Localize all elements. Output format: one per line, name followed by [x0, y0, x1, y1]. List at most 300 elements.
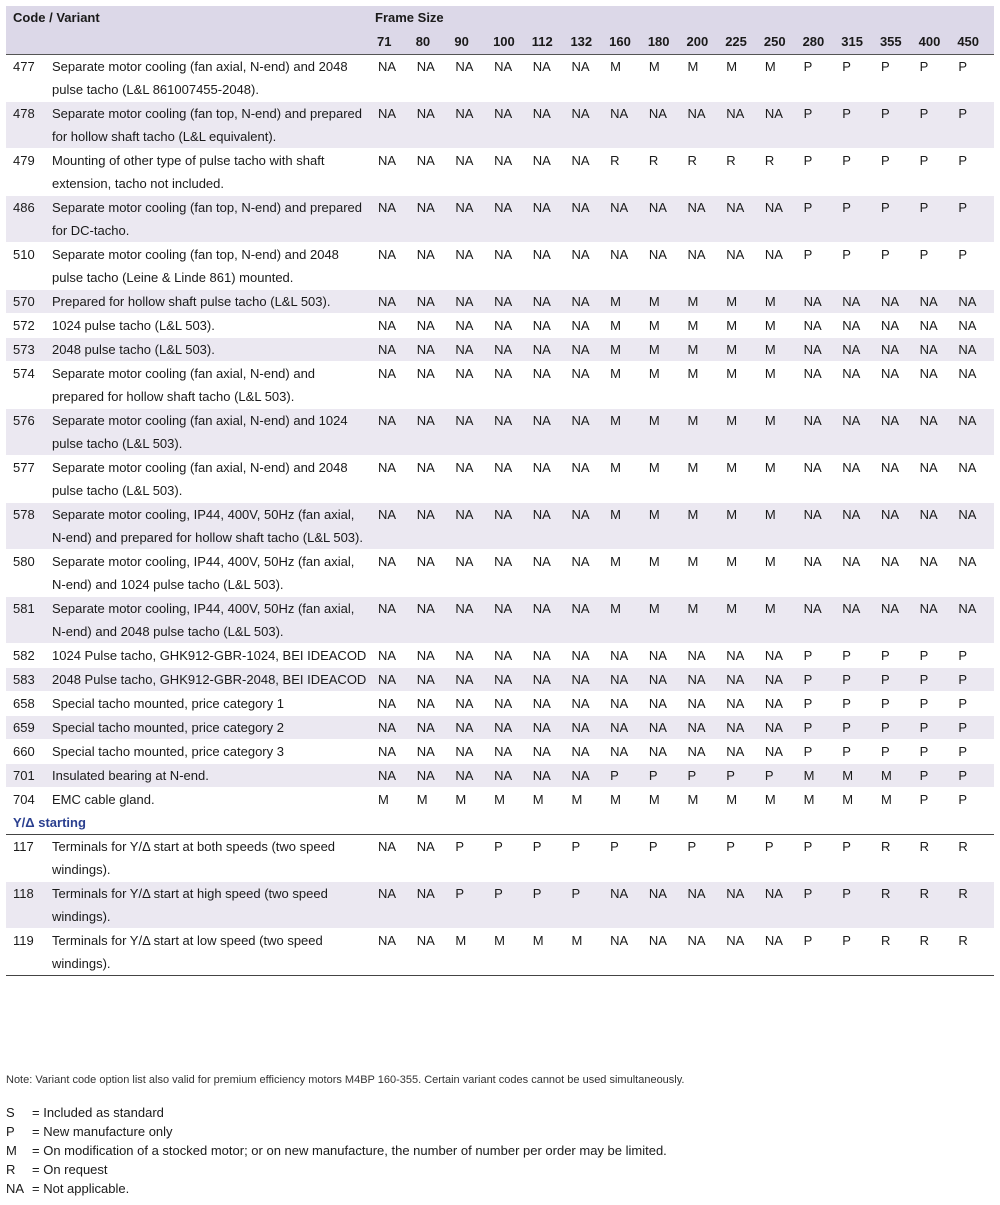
- variant-code: 581: [6, 597, 46, 644]
- availability-cell: NA: [646, 243, 685, 290]
- availability-cell: M: [607, 597, 646, 644]
- variant-description: Special tacho mounted, price category 2: [46, 716, 375, 740]
- availability-cell: NA: [568, 550, 607, 597]
- table-row: [6, 338, 994, 362]
- availability-cell: NA: [646, 668, 685, 692]
- availability-cell: P: [685, 835, 724, 882]
- availability-cell: M: [607, 788, 646, 812]
- availability-cell: NA: [607, 668, 646, 692]
- header-spacer: [6, 32, 375, 55]
- availability-cell: P: [917, 668, 956, 692]
- availability-cell: NA: [414, 716, 453, 740]
- variant-code: 117: [6, 835, 46, 882]
- availability-cell: NA: [917, 597, 956, 644]
- availability-cell: P: [917, 788, 956, 812]
- availability-cell: NA: [414, 644, 453, 668]
- availability-cell: M: [414, 788, 453, 812]
- variant-description: Separate motor cooling (fan top, N-end) and 2048 pulse tacho (Leine & Linde 861) mounted.: [46, 243, 375, 290]
- availability-cell: NA: [452, 668, 491, 692]
- availability-cell: NA: [801, 338, 840, 362]
- availability-cell: NA: [568, 597, 607, 644]
- availability-cell: NA: [955, 503, 994, 550]
- frame-size-315: 315: [839, 32, 878, 55]
- availability-cell: NA: [955, 409, 994, 456]
- availability-cell: P: [801, 716, 840, 740]
- availability-cell: NA: [839, 290, 878, 314]
- availability-cell: NA: [607, 692, 646, 716]
- availability-cell: NA: [917, 550, 956, 597]
- availability-cell: M: [607, 55, 646, 102]
- availability-cell: P: [955, 644, 994, 668]
- availability-cell: P: [878, 692, 917, 716]
- availability-cell: NA: [568, 764, 607, 788]
- availability-cell: NA: [607, 644, 646, 668]
- availability-cell: NA: [375, 338, 414, 362]
- availability-cell: NA: [452, 503, 491, 550]
- variant-code: 577: [6, 456, 46, 503]
- frame-size-90: 90: [452, 32, 491, 55]
- legend-text: = On modification of a stocked motor; or on new manufacture, the number of number per order may be limited.: [32, 1143, 667, 1158]
- availability-cell: NA: [955, 597, 994, 644]
- table-row: [6, 550, 994, 597]
- availability-cell: NA: [530, 102, 569, 149]
- availability-cell: P: [723, 835, 762, 882]
- availability-cell: NA: [917, 338, 956, 362]
- availability-cell: NA: [491, 456, 530, 503]
- availability-cell: NA: [646, 929, 685, 976]
- variant-description: Terminals for Y/Δ start at high speed (two speed windings).: [46, 882, 375, 929]
- availability-cell: NA: [839, 456, 878, 503]
- availability-cell: M: [646, 456, 685, 503]
- availability-cell: P: [530, 835, 569, 882]
- variant-code: 578: [6, 503, 46, 550]
- availability-cell: M: [685, 314, 724, 338]
- availability-cell: NA: [878, 314, 917, 338]
- availability-cell: NA: [723, 882, 762, 929]
- availability-cell: NA: [452, 362, 491, 409]
- availability-cell: NA: [568, 716, 607, 740]
- availability-cell: P: [839, 196, 878, 243]
- availability-cell: P: [839, 55, 878, 102]
- variant-description: Insulated bearing at N-end.: [46, 764, 375, 788]
- availability-cell: P: [801, 835, 840, 882]
- availability-cell: NA: [607, 243, 646, 290]
- availability-cell: NA: [414, 55, 453, 102]
- availability-cell: NA: [375, 550, 414, 597]
- variant-code: 658: [6, 692, 46, 716]
- frame-size-225: 225: [723, 32, 762, 55]
- availability-cell: M: [839, 764, 878, 788]
- availability-cell: NA: [685, 644, 724, 668]
- availability-cell: P: [955, 716, 994, 740]
- availability-cell: NA: [491, 338, 530, 362]
- availability-cell: M: [723, 409, 762, 456]
- availability-cell: P: [646, 835, 685, 882]
- availability-cell: P: [530, 882, 569, 929]
- availability-cell: NA: [375, 362, 414, 409]
- availability-cell: P: [839, 102, 878, 149]
- availability-cell: NA: [375, 314, 414, 338]
- availability-cell: NA: [607, 929, 646, 976]
- availability-cell: M: [723, 338, 762, 362]
- availability-cell: NA: [491, 550, 530, 597]
- availability-cell: M: [878, 788, 917, 812]
- availability-cell: M: [723, 550, 762, 597]
- availability-cell: NA: [762, 882, 801, 929]
- availability-cell: R: [646, 149, 685, 196]
- frame-size-80: 80: [414, 32, 453, 55]
- variant-description: 2048 Pulse tacho, GHK912-GBR-2048, BEI IDEACOD: [46, 668, 375, 692]
- availability-cell: NA: [568, 409, 607, 456]
- section-heading: [6, 812, 994, 835]
- availability-cell: NA: [530, 290, 569, 314]
- availability-cell: P: [452, 835, 491, 882]
- availability-cell: P: [607, 764, 646, 788]
- availability-cell: NA: [530, 243, 569, 290]
- legend-text: = Not applicable.: [32, 1181, 130, 1196]
- legend: [6, 1103, 667, 1198]
- availability-cell: NA: [375, 740, 414, 764]
- variant-description: Separate motor cooling (fan axial, N-end) and 2048 pulse tacho (L&L 503).: [46, 456, 375, 503]
- availability-cell: P: [878, 243, 917, 290]
- availability-cell: M: [607, 338, 646, 362]
- availability-cell: M: [646, 597, 685, 644]
- availability-cell: NA: [685, 243, 724, 290]
- availability-cell: NA: [491, 362, 530, 409]
- availability-cell: NA: [762, 243, 801, 290]
- availability-cell: P: [878, 644, 917, 668]
- availability-cell: NA: [530, 716, 569, 740]
- availability-cell: P: [878, 668, 917, 692]
- availability-cell: P: [917, 196, 956, 243]
- availability-cell: NA: [568, 644, 607, 668]
- variant-code: 478: [6, 102, 46, 149]
- availability-cell: R: [917, 835, 956, 882]
- availability-cell: M: [491, 788, 530, 812]
- availability-cell: NA: [491, 149, 530, 196]
- availability-cell: NA: [762, 102, 801, 149]
- availability-cell: NA: [801, 456, 840, 503]
- availability-cell: R: [723, 149, 762, 196]
- availability-cell: NA: [414, 362, 453, 409]
- availability-cell: NA: [530, 456, 569, 503]
- availability-cell: NA: [801, 503, 840, 550]
- table-row: [6, 764, 994, 788]
- availability-cell: M: [646, 409, 685, 456]
- availability-cell: P: [568, 882, 607, 929]
- availability-cell: NA: [530, 55, 569, 102]
- availability-cell: P: [955, 102, 994, 149]
- availability-cell: P: [491, 882, 530, 929]
- table-row: [6, 668, 994, 692]
- table-row: [6, 290, 994, 314]
- availability-cell: M: [762, 597, 801, 644]
- legend-item: [6, 1141, 667, 1160]
- availability-cell: NA: [878, 503, 917, 550]
- availability-cell: NA: [375, 409, 414, 456]
- availability-cell: NA: [878, 290, 917, 314]
- availability-cell: M: [723, 362, 762, 409]
- code-variant-header: Code / Variant: [6, 6, 375, 32]
- availability-cell: NA: [414, 882, 453, 929]
- variant-code: 477: [6, 55, 46, 102]
- availability-cell: NA: [491, 196, 530, 243]
- availability-cell: NA: [414, 196, 453, 243]
- availability-cell: M: [646, 550, 685, 597]
- availability-cell: M: [607, 362, 646, 409]
- table-row: [6, 456, 994, 503]
- availability-cell: M: [723, 503, 762, 550]
- legend-item: [6, 1103, 667, 1122]
- legend-key: NA: [6, 1181, 25, 1196]
- table-row: [6, 597, 994, 644]
- availability-cell: R: [607, 149, 646, 196]
- availability-cell: NA: [878, 409, 917, 456]
- availability-cell: NA: [452, 740, 491, 764]
- availability-cell: NA: [375, 668, 414, 692]
- availability-cell: NA: [955, 550, 994, 597]
- availability-cell: P: [955, 668, 994, 692]
- availability-cell: R: [955, 929, 994, 976]
- variant-description: Terminals for Y/Δ start at low speed (two speed windings).: [46, 929, 375, 976]
- availability-cell: NA: [646, 882, 685, 929]
- availability-cell: NA: [723, 692, 762, 716]
- availability-cell: NA: [452, 409, 491, 456]
- availability-cell: P: [878, 102, 917, 149]
- availability-cell: P: [801, 668, 840, 692]
- frame-size-450: 450: [955, 32, 994, 55]
- availability-cell: NA: [568, 338, 607, 362]
- availability-cell: NA: [685, 692, 724, 716]
- availability-cell: M: [530, 929, 569, 976]
- availability-cell: NA: [568, 668, 607, 692]
- availability-cell: NA: [530, 149, 569, 196]
- availability-cell: M: [646, 788, 685, 812]
- availability-cell: P: [839, 692, 878, 716]
- availability-cell: M: [607, 550, 646, 597]
- footnote: Note: Variant code option list also valid for premium efficiency motors M4BP 160-355. Certain variant codes cannot be used simultaneously.: [6, 1074, 685, 1086]
- availability-cell: NA: [839, 597, 878, 644]
- availability-cell: P: [801, 196, 840, 243]
- availability-cell: NA: [452, 55, 491, 102]
- variant-description: 1024 Pulse tacho, GHK912-GBR-1024, BEI IDEACOD: [46, 644, 375, 668]
- availability-cell: NA: [375, 929, 414, 976]
- availability-cell: M: [878, 764, 917, 788]
- variant-code: 701: [6, 764, 46, 788]
- legend-key: P: [6, 1124, 15, 1139]
- table-row: [6, 196, 994, 243]
- availability-cell: NA: [375, 196, 414, 243]
- availability-cell: M: [685, 409, 724, 456]
- availability-cell: M: [452, 788, 491, 812]
- availability-cell: P: [839, 929, 878, 976]
- availability-cell: NA: [801, 550, 840, 597]
- availability-cell: NA: [685, 716, 724, 740]
- availability-cell: NA: [414, 740, 453, 764]
- availability-cell: NA: [568, 456, 607, 503]
- availability-cell: NA: [375, 243, 414, 290]
- availability-cell: NA: [414, 456, 453, 503]
- variant-description: Separate motor cooling, IP44, 400V, 50Hz (fan axial, N-end) and 1024 pulse tacho (L&L 503).: [46, 550, 375, 597]
- frame-size-100: 100: [491, 32, 530, 55]
- variant-code: 510: [6, 243, 46, 290]
- frame-size-112: 112: [530, 32, 569, 55]
- availability-cell: NA: [878, 456, 917, 503]
- variant-description: 2048 pulse tacho (L&L 503).: [46, 338, 375, 362]
- availability-cell: M: [685, 338, 724, 362]
- availability-cell: NA: [375, 716, 414, 740]
- table-body: [6, 55, 994, 976]
- availability-cell: NA: [646, 740, 685, 764]
- availability-cell: NA: [491, 668, 530, 692]
- availability-cell: P: [762, 835, 801, 882]
- availability-cell: NA: [568, 149, 607, 196]
- legend-item: [6, 1122, 667, 1141]
- availability-cell: NA: [568, 314, 607, 338]
- variant-description: Terminals for Y/Δ start at both speeds (two speed windings).: [46, 835, 375, 882]
- availability-cell: NA: [491, 716, 530, 740]
- availability-cell: P: [646, 764, 685, 788]
- availability-cell: M: [762, 314, 801, 338]
- availability-cell: NA: [917, 456, 956, 503]
- availability-cell: M: [723, 788, 762, 812]
- availability-cell: NA: [491, 290, 530, 314]
- availability-cell: P: [723, 764, 762, 788]
- availability-cell: NA: [414, 338, 453, 362]
- availability-cell: NA: [646, 196, 685, 243]
- availability-cell: NA: [955, 314, 994, 338]
- availability-cell: NA: [530, 764, 569, 788]
- availability-cell: R: [955, 882, 994, 929]
- table-row: [6, 362, 994, 409]
- availability-cell: M: [685, 788, 724, 812]
- availability-cell: R: [878, 835, 917, 882]
- availability-cell: NA: [452, 102, 491, 149]
- availability-cell: M: [762, 456, 801, 503]
- availability-cell: NA: [375, 456, 414, 503]
- variant-code: 580: [6, 550, 46, 597]
- availability-cell: M: [607, 503, 646, 550]
- availability-cell: R: [917, 929, 956, 976]
- availability-cell: NA: [762, 740, 801, 764]
- availability-cell: NA: [801, 290, 840, 314]
- availability-cell: NA: [568, 102, 607, 149]
- table-row: [6, 243, 994, 290]
- availability-cell: P: [878, 55, 917, 102]
- availability-cell: M: [685, 456, 724, 503]
- availability-cell: NA: [955, 362, 994, 409]
- availability-cell: NA: [568, 503, 607, 550]
- availability-cell: P: [955, 196, 994, 243]
- availability-cell: M: [375, 788, 414, 812]
- availability-cell: M: [646, 503, 685, 550]
- availability-cell: P: [917, 55, 956, 102]
- availability-cell: M: [762, 290, 801, 314]
- availability-cell: P: [955, 55, 994, 102]
- availability-cell: P: [801, 243, 840, 290]
- availability-cell: NA: [530, 196, 569, 243]
- availability-cell: NA: [414, 409, 453, 456]
- availability-cell: NA: [723, 740, 762, 764]
- availability-cell: NA: [452, 196, 491, 243]
- availability-cell: NA: [723, 668, 762, 692]
- table-row: [6, 929, 994, 976]
- availability-cell: M: [607, 290, 646, 314]
- availability-cell: NA: [414, 314, 453, 338]
- variant-description: Separate motor cooling (fan axial, N-end) and 1024 pulse tacho (L&L 503).: [46, 409, 375, 456]
- availability-cell: NA: [762, 716, 801, 740]
- availability-cell: NA: [607, 716, 646, 740]
- availability-cell: NA: [530, 692, 569, 716]
- availability-cell: P: [839, 644, 878, 668]
- frame-size-160: 160: [607, 32, 646, 55]
- variant-description: Prepared for hollow shaft pulse tacho (L&L 503).: [46, 290, 375, 314]
- availability-cell: M: [685, 55, 724, 102]
- availability-cell: NA: [491, 102, 530, 149]
- legend-item: [6, 1160, 667, 1179]
- availability-cell: P: [917, 102, 956, 149]
- availability-cell: NA: [568, 362, 607, 409]
- frame-size-250: 250: [762, 32, 801, 55]
- variant-code: 118: [6, 882, 46, 929]
- availability-cell: P: [839, 716, 878, 740]
- availability-cell: NA: [839, 338, 878, 362]
- availability-cell: NA: [917, 362, 956, 409]
- table-row: [6, 788, 994, 812]
- variant-code: 704: [6, 788, 46, 812]
- availability-cell: P: [839, 835, 878, 882]
- availability-cell: NA: [685, 882, 724, 929]
- availability-cell: M: [685, 503, 724, 550]
- availability-cell: M: [646, 338, 685, 362]
- availability-cell: NA: [452, 550, 491, 597]
- table-header: [6, 6, 994, 55]
- availability-cell: NA: [723, 929, 762, 976]
- availability-cell: P: [955, 764, 994, 788]
- availability-cell: NA: [414, 668, 453, 692]
- frame-size-132: 132: [568, 32, 607, 55]
- availability-cell: M: [762, 503, 801, 550]
- availability-cell: NA: [801, 314, 840, 338]
- availability-cell: NA: [414, 764, 453, 788]
- availability-cell: NA: [375, 835, 414, 882]
- availability-cell: NA: [568, 243, 607, 290]
- variant-description: Special tacho mounted, price category 3: [46, 740, 375, 764]
- availability-cell: NA: [491, 409, 530, 456]
- availability-cell: P: [839, 882, 878, 929]
- availability-cell: NA: [607, 882, 646, 929]
- legend-key: S: [6, 1105, 15, 1120]
- frame-size-71: 71: [375, 32, 414, 55]
- availability-cell: NA: [607, 102, 646, 149]
- availability-cell: NA: [414, 597, 453, 644]
- availability-cell: NA: [878, 362, 917, 409]
- availability-cell: NA: [685, 102, 724, 149]
- availability-cell: M: [762, 788, 801, 812]
- availability-cell: P: [917, 764, 956, 788]
- availability-cell: M: [685, 550, 724, 597]
- availability-cell: M: [685, 597, 724, 644]
- availability-cell: NA: [491, 597, 530, 644]
- variant-code: 479: [6, 149, 46, 196]
- availability-cell: NA: [414, 550, 453, 597]
- availability-cell: NA: [530, 668, 569, 692]
- availability-cell: NA: [646, 644, 685, 668]
- variant-code: 660: [6, 740, 46, 764]
- availability-cell: NA: [491, 503, 530, 550]
- availability-cell: NA: [878, 338, 917, 362]
- availability-cell: NA: [723, 243, 762, 290]
